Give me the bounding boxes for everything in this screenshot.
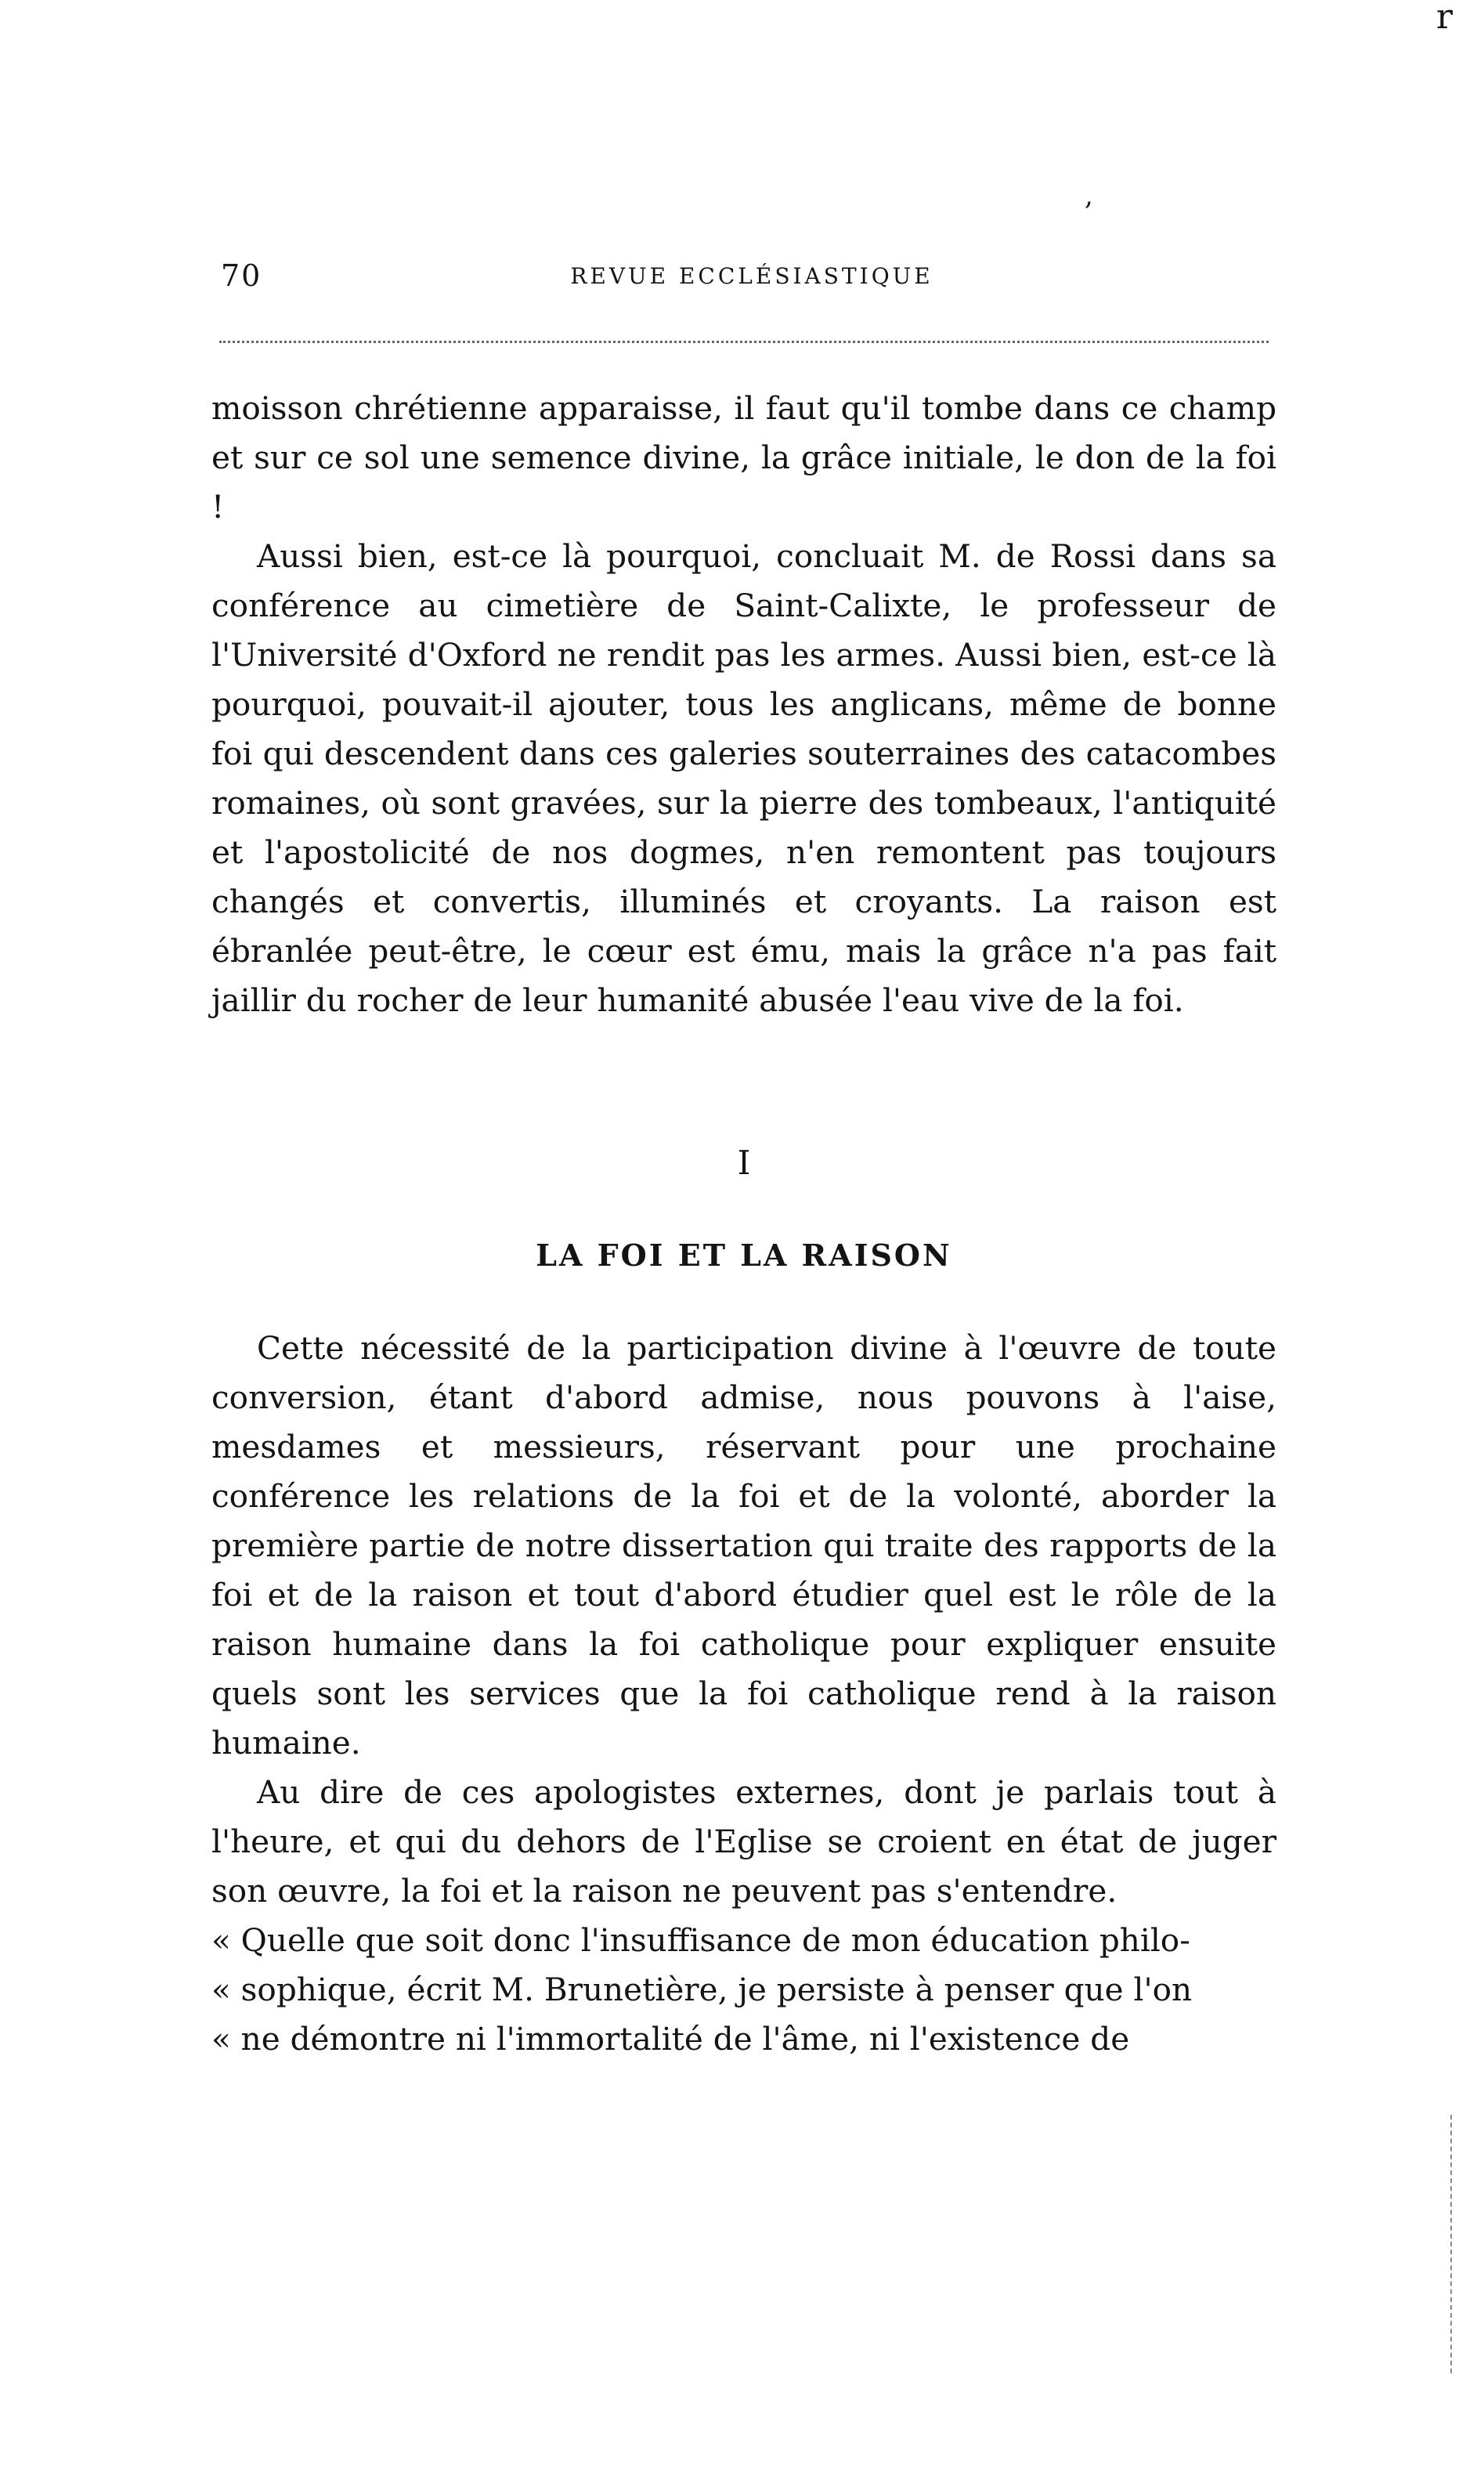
corner-mark: r bbox=[1435, 0, 1453, 37]
header-rule bbox=[219, 341, 1269, 343]
text-block-lower bbox=[211, 1324, 1276, 2064]
section-numeral: I bbox=[737, 1144, 751, 1182]
section-title: LA FOI ET LA RAISON bbox=[536, 1238, 952, 1273]
quote-line: « ne démontre ni l'immortalité de l'âme, ni l'existence de bbox=[211, 2020, 1130, 2058]
quote-line: « Quelle que soit donc l'insuffisance de mon éducation philo- bbox=[211, 1921, 1190, 1959]
text-block-upper bbox=[211, 384, 1276, 1025]
running-title: REVUE ECCLÉSIASTIQUE bbox=[570, 263, 933, 289]
scan-margin-artifact bbox=[1450, 2115, 1457, 2373]
ink-speck: , bbox=[1085, 180, 1093, 211]
quote-line: « sophique, écrit M. Brunetière, je persiste à penser que l'on bbox=[211, 1971, 1193, 2008]
quotation bbox=[211, 1916, 1276, 2064]
continuation-paragraph: moisson chrétienne apparaisse, il faut qu'il tombe dans ce champ et sur ce sol une semence divine, la grâce initiale, le don de la foi ! bbox=[211, 389, 1276, 526]
running-head bbox=[211, 258, 1292, 305]
paragraph: Cette nécessité de la participation divine à l'œuvre de toute conversion, étant d'abord admise, nous pouvons à l'aise, mesdames et messieurs, réservant pour une prochaine conférence les relations de la foi et de la volonté, aborder la première partie de notre dissertation qui traite des rapports de la foi et de la raison et tout d'abord étudier quel est le rôle de la raison humaine dans la foi catholique pour expliquer ensuite quels sont les services que la foi catholique rend à la raison humaine. bbox=[211, 1329, 1276, 1762]
paragraph: Au dire de ces apologistes externes, dont je parlais tout à l'heure, et qui du dehors de l'Eglise se croient en état de juger son œuvre, la foi et la raison ne peuvent pas s'entendre. bbox=[211, 1773, 1276, 1910]
paragraph: Aussi bien, est-ce là pourquoi, concluait M. de Rossi dans sa conférence au cimetière de Saint-Calixte, le professeur de l'Université d'Oxford ne rendit pas les armes. Aussi bien, est-ce là pourquoi, pouvait-il ajouter, tous les anglicans, même de bonne foi qui descendent dans ces galeries souterraines des catacombes romaines, où sont gravées, sur la pierre des tombeaux, l'antiquité et l'apostolicité de nos dogmes, n'en remontent pas toujours changés et convertis, illuminés et croyants. La raison est ébranlée peut-être, le cœur est ému, mais la grâce n'a pas fait jaillir du rocher de leur humanité abusée l'eau vive de la foi. bbox=[211, 537, 1276, 1019]
page-number: 70 bbox=[221, 258, 262, 293]
